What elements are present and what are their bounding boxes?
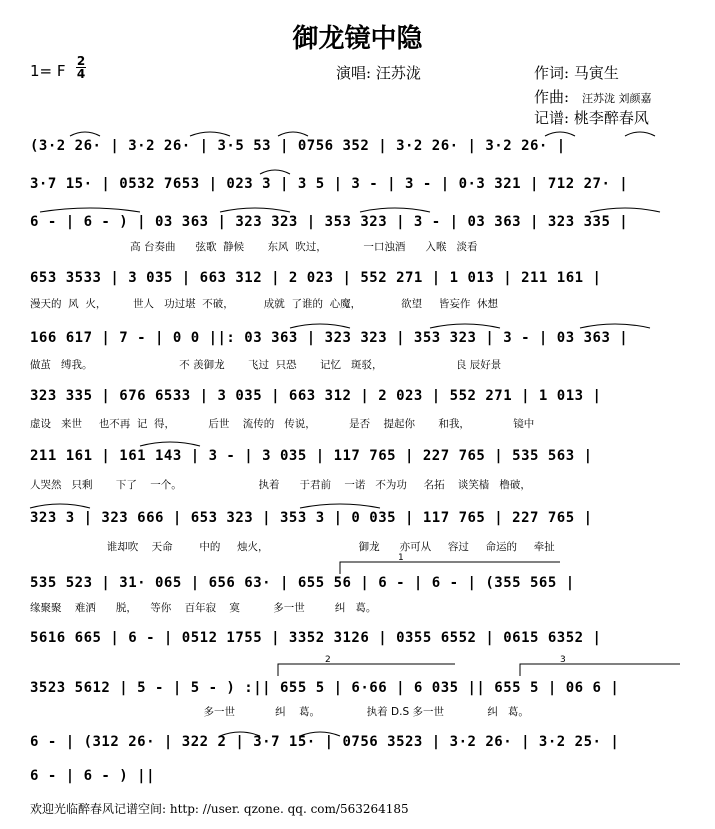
key-signature: 1= F bbox=[30, 62, 66, 80]
lyric-line-9: 缘聚聚 难洒 脱， 等你 百年寂 寞 多一世 纠 葛。 bbox=[30, 602, 377, 614]
slur bbox=[590, 208, 660, 212]
lyricist-credit: 作词: 马寅生 bbox=[534, 64, 619, 82]
slur bbox=[625, 132, 655, 136]
slur bbox=[220, 208, 290, 212]
volta-2-label: 2 bbox=[325, 655, 331, 665]
notation-line-1: (3·2 26· | 3·2 26· | 3·5 53 | 0756 352 | 3·2 26· | 3·2 26· | bbox=[30, 138, 566, 154]
notation-line-7: 211 161 | 161 143 | 3 - | 3 035 | 117 765 | 227 765 | 535 563 | bbox=[30, 448, 593, 464]
notation-line-9: 535 523 | 31· 065 | 656 63· | 655 56 | 6 - | 6 - | (355 565 | bbox=[30, 575, 575, 591]
slur bbox=[360, 208, 430, 212]
notation-line-12: 6 - | (312 26· | 322 2 | 3·7 15· | 0756 3523 | 3·2 26· | 3·2 25· | bbox=[30, 734, 620, 750]
footer-note: 欢迎光临醉春风记谱空间: http: //user. qzone. qq. com/563264185 bbox=[30, 802, 409, 816]
slur bbox=[40, 208, 140, 212]
lyric-line-8: 谁却吹 天命 中的 烛火， 御龙 亦可从 容过 命运的 牵扯 bbox=[30, 541, 555, 553]
song-title: 御龙镜中隐 bbox=[292, 24, 423, 54]
composer-credit-names: 汪苏泷 刘颜嘉 bbox=[582, 92, 652, 105]
slur bbox=[430, 324, 500, 328]
notation-line-4: 653 3533 | 3 035 | 663 312 | 2 023 | 552 271 | 1 013 | 211 161 | bbox=[30, 270, 602, 286]
singer-credit: 演唱: 汪苏泷 bbox=[336, 64, 421, 82]
slur bbox=[260, 170, 290, 174]
slur bbox=[30, 504, 90, 508]
volta-3-bracket bbox=[520, 664, 680, 676]
notation-line-3: 6 - | 6 - ) | 03 363 | 323 323 | 353 323 | 3 - | 03 363 | 323 335 | bbox=[30, 214, 629, 230]
time-signature bbox=[76, 55, 86, 80]
slur bbox=[278, 132, 308, 136]
slur bbox=[190, 132, 230, 136]
slur bbox=[290, 324, 350, 328]
lyric-line-11: 多一世 纠 葛。 执着 D.S 多一世 纠 葛。 bbox=[30, 706, 529, 718]
lyric-line-3: 高 台奏曲 弦歌 静候 东风 吹过， 一口浊酒 入喉 淡看 bbox=[30, 241, 478, 253]
meter-bottom: 4 bbox=[76, 67, 86, 81]
slur bbox=[70, 132, 100, 136]
volta-2-bracket bbox=[278, 664, 455, 676]
notation-line-6: 323 335 | 676 6533 | 3 035 | 663 312 | 2 023 | 552 271 | 1 013 | bbox=[30, 388, 602, 404]
volta-3-label: 3 bbox=[560, 655, 566, 665]
volta-1-bracket bbox=[340, 562, 560, 574]
slur bbox=[300, 504, 380, 508]
slur bbox=[545, 132, 575, 136]
slur bbox=[580, 324, 650, 328]
lyric-line-6: 虚设 来世 也不再 记 得， 后世 流传的 传说， 是否 提起你 和我， 镜中 bbox=[30, 418, 535, 430]
notation-line-11: 3523 5612 | 5 - | 5 - ) :|| 655 5 | 6·66 | 6 035 || 655 5 | 06 6 | bbox=[30, 680, 620, 696]
notation-line-2: 3·7 15· | 0532 7653 | 023 3 | 3 5 | 3 - | 3 - | 0·3 321 | 712 27· | bbox=[30, 176, 629, 192]
transcriber-credit: 记谱: 桃李醉春风 bbox=[534, 109, 649, 127]
slur bbox=[140, 442, 200, 446]
meter-top: 2 bbox=[76, 54, 86, 68]
volta-1-label: 1 bbox=[398, 553, 404, 563]
notation-line-8: 323 3 | 323 666 | 653 323 | 353 3 | 0 035 | 117 765 | 227 765 | bbox=[30, 510, 593, 526]
notation-line-13: 6 - | 6 - ) || bbox=[30, 768, 156, 784]
lyric-line-7: 人哭然 只剩 下了 一个。 执着 于君前 一诺 不为功 名拓 谈笑樯 橹破， bbox=[30, 479, 531, 491]
lyric-line-5: 做茧 缚我。 不 羡御龙 飞过 只恐 记忆 斑驳， 良 辰好景 bbox=[30, 359, 502, 371]
lyric-line-4: 漫天的 风 火， 世人 功过堪 不破， 成就 了谁的 心魔， 欲望 皆妄作 休想 bbox=[30, 298, 499, 310]
composer-credit-label: 作曲: bbox=[534, 88, 570, 106]
notation-line-10: 5616 665 | 6 - | 0512 1755 | 3352 3126 | 0355 6552 | 0615 6352 | bbox=[30, 630, 602, 646]
notation-line-5: 166 617 | 7 - | 0 0 ||: 03 363 | 323 323 | 353 323 | 3 - | 03 363 | bbox=[30, 330, 629, 346]
